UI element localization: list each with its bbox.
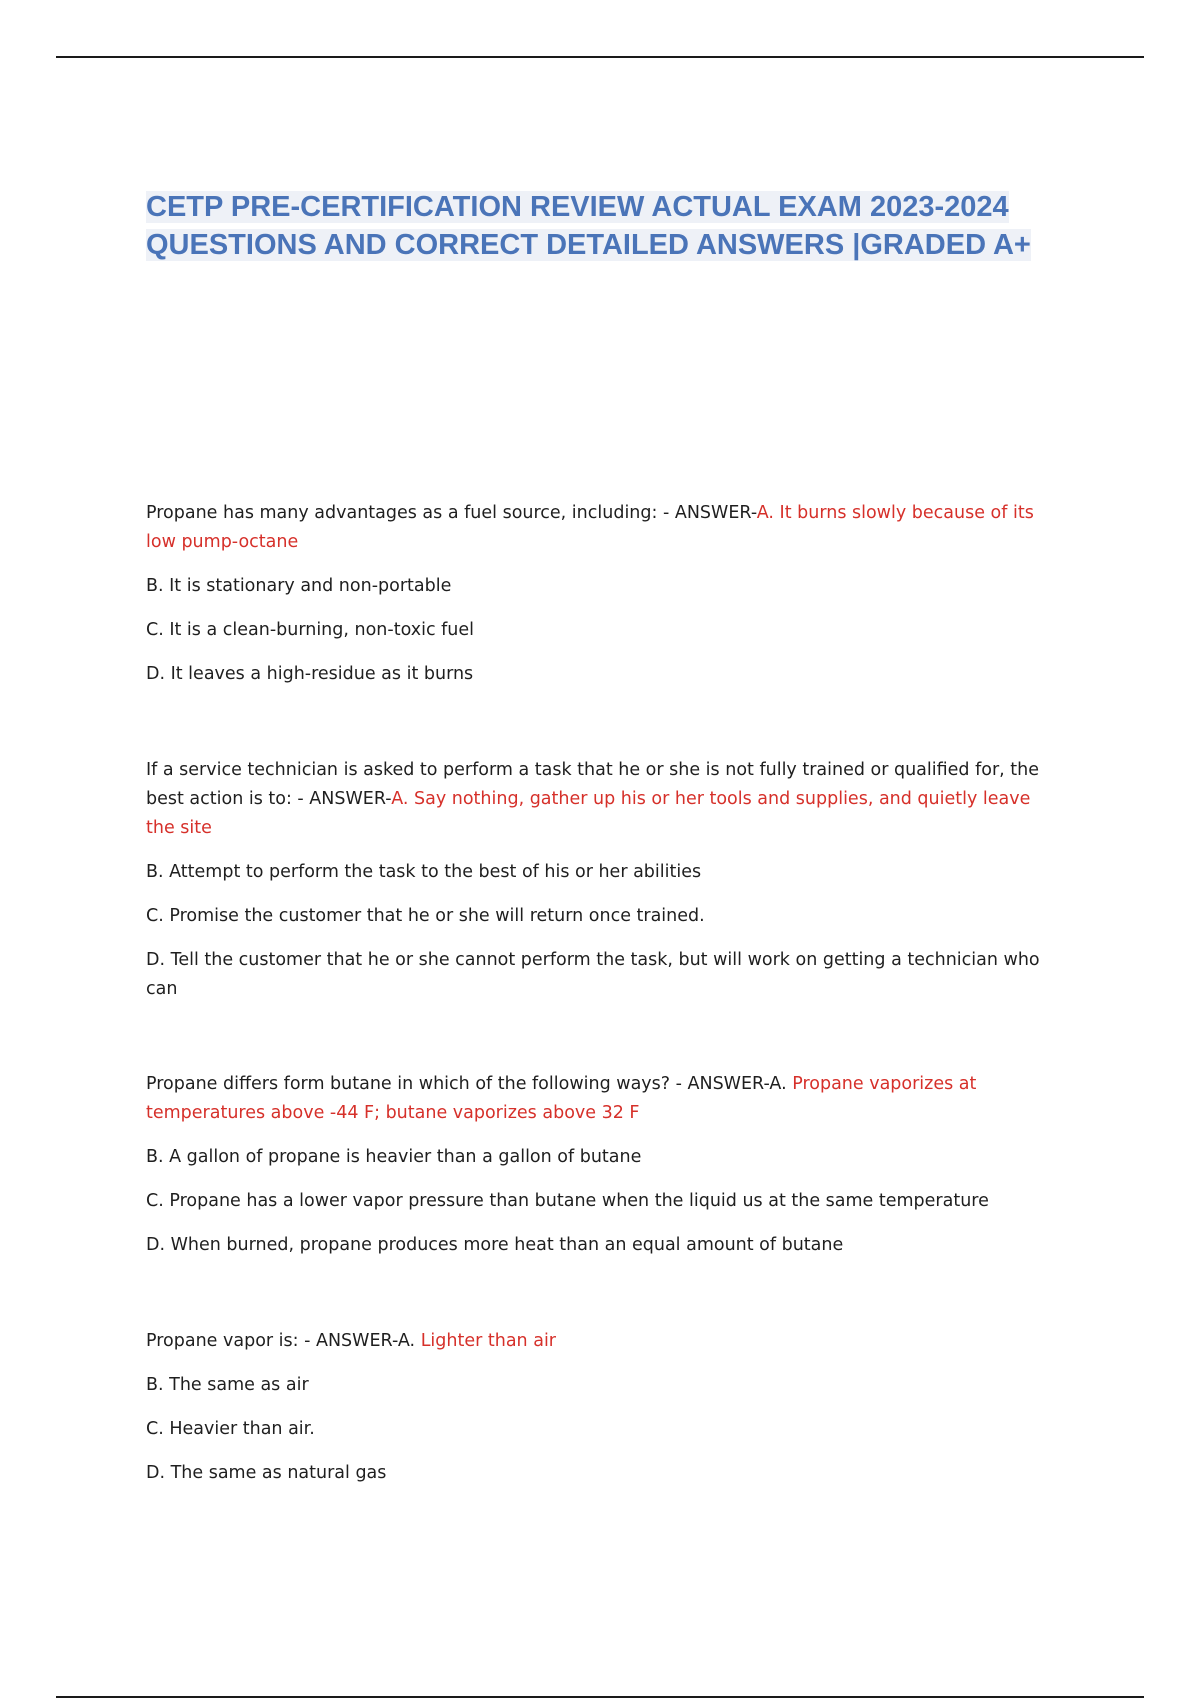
question-2-answer: A. Say nothing, gather up his or her tools and supplies, and quietly leave the site	[146, 789, 1031, 838]
question-2-option-d: D. Tell the customer that he or she cannot perform the task, but will work on getting a technician who can	[146, 950, 1040, 999]
question-1-option-b: B. It is stationary and non-portable	[146, 576, 452, 596]
question-2-option-b: B. Attempt to perform the task to the best of his or her abilities	[146, 862, 702, 882]
question-3-answer: Propane vaporizes at temperatures above -44 F; butane vaporizes above 32 F	[146, 1074, 977, 1123]
question-1-prompt: Propane has many advantages as a fuel source, including: - ANSWER-	[146, 503, 757, 523]
question-3-option-b: B. A gallon of propane is heavier than a gallon of butane	[146, 1147, 642, 1167]
bottom-rule	[56, 1696, 1144, 1698]
question-2-prompt: If a service technician is asked to perform a task that he or she is not fully trained or qualified for, the best action is to: - ANSWER-	[146, 760, 1039, 809]
document-title	[146, 188, 1066, 264]
question-2-option-c: C. Promise the customer that he or she will return once trained.	[146, 906, 705, 926]
question-3	[146, 1070, 1061, 1260]
question-1-text	[146, 499, 1061, 557]
question-4-prompt: Propane vapor is: - ANSWER-A.	[146, 1331, 421, 1351]
question-3-text	[146, 1070, 1061, 1128]
question-4-text	[146, 1327, 1061, 1356]
question-4-option-b: B. The same as air	[146, 1375, 309, 1395]
question-4	[146, 1327, 1061, 1488]
question-1-answer: A. It burns slowly because of its low pump-octane	[146, 503, 1034, 552]
question-4-option-d: D. The same as natural gas	[146, 1463, 387, 1483]
question-1	[146, 499, 1061, 689]
question-1-option-d: D. It leaves a high-residue as it burns	[146, 664, 474, 684]
question-3-option-c: C. Propane has a lower vapor pressure than butane when the liquid us at the same temperature	[146, 1191, 989, 1211]
top-rule	[56, 56, 1144, 58]
question-1-option-c: C. It is a clean-burning, non-toxic fuel	[146, 620, 475, 640]
document-title-text: CETP PRE-CERTIFICATION REVIEW ACTUAL EXAM 2023-2024 QUESTIONS AND CORRECT DETAILED ANSWERS |GRADED A+	[146, 191, 1031, 261]
question-3-option-d: D. When burned, propane produces more heat than an equal amount of butane	[146, 1235, 844, 1255]
question-3-prompt: Propane differs form butane in which of the following ways? - ANSWER-A.	[146, 1074, 793, 1094]
question-2-text	[146, 756, 1061, 843]
question-4-option-c: C. Heavier than air.	[146, 1419, 315, 1439]
question-4-answer: Lighter than air	[420, 1331, 556, 1351]
question-2	[146, 756, 1061, 1004]
